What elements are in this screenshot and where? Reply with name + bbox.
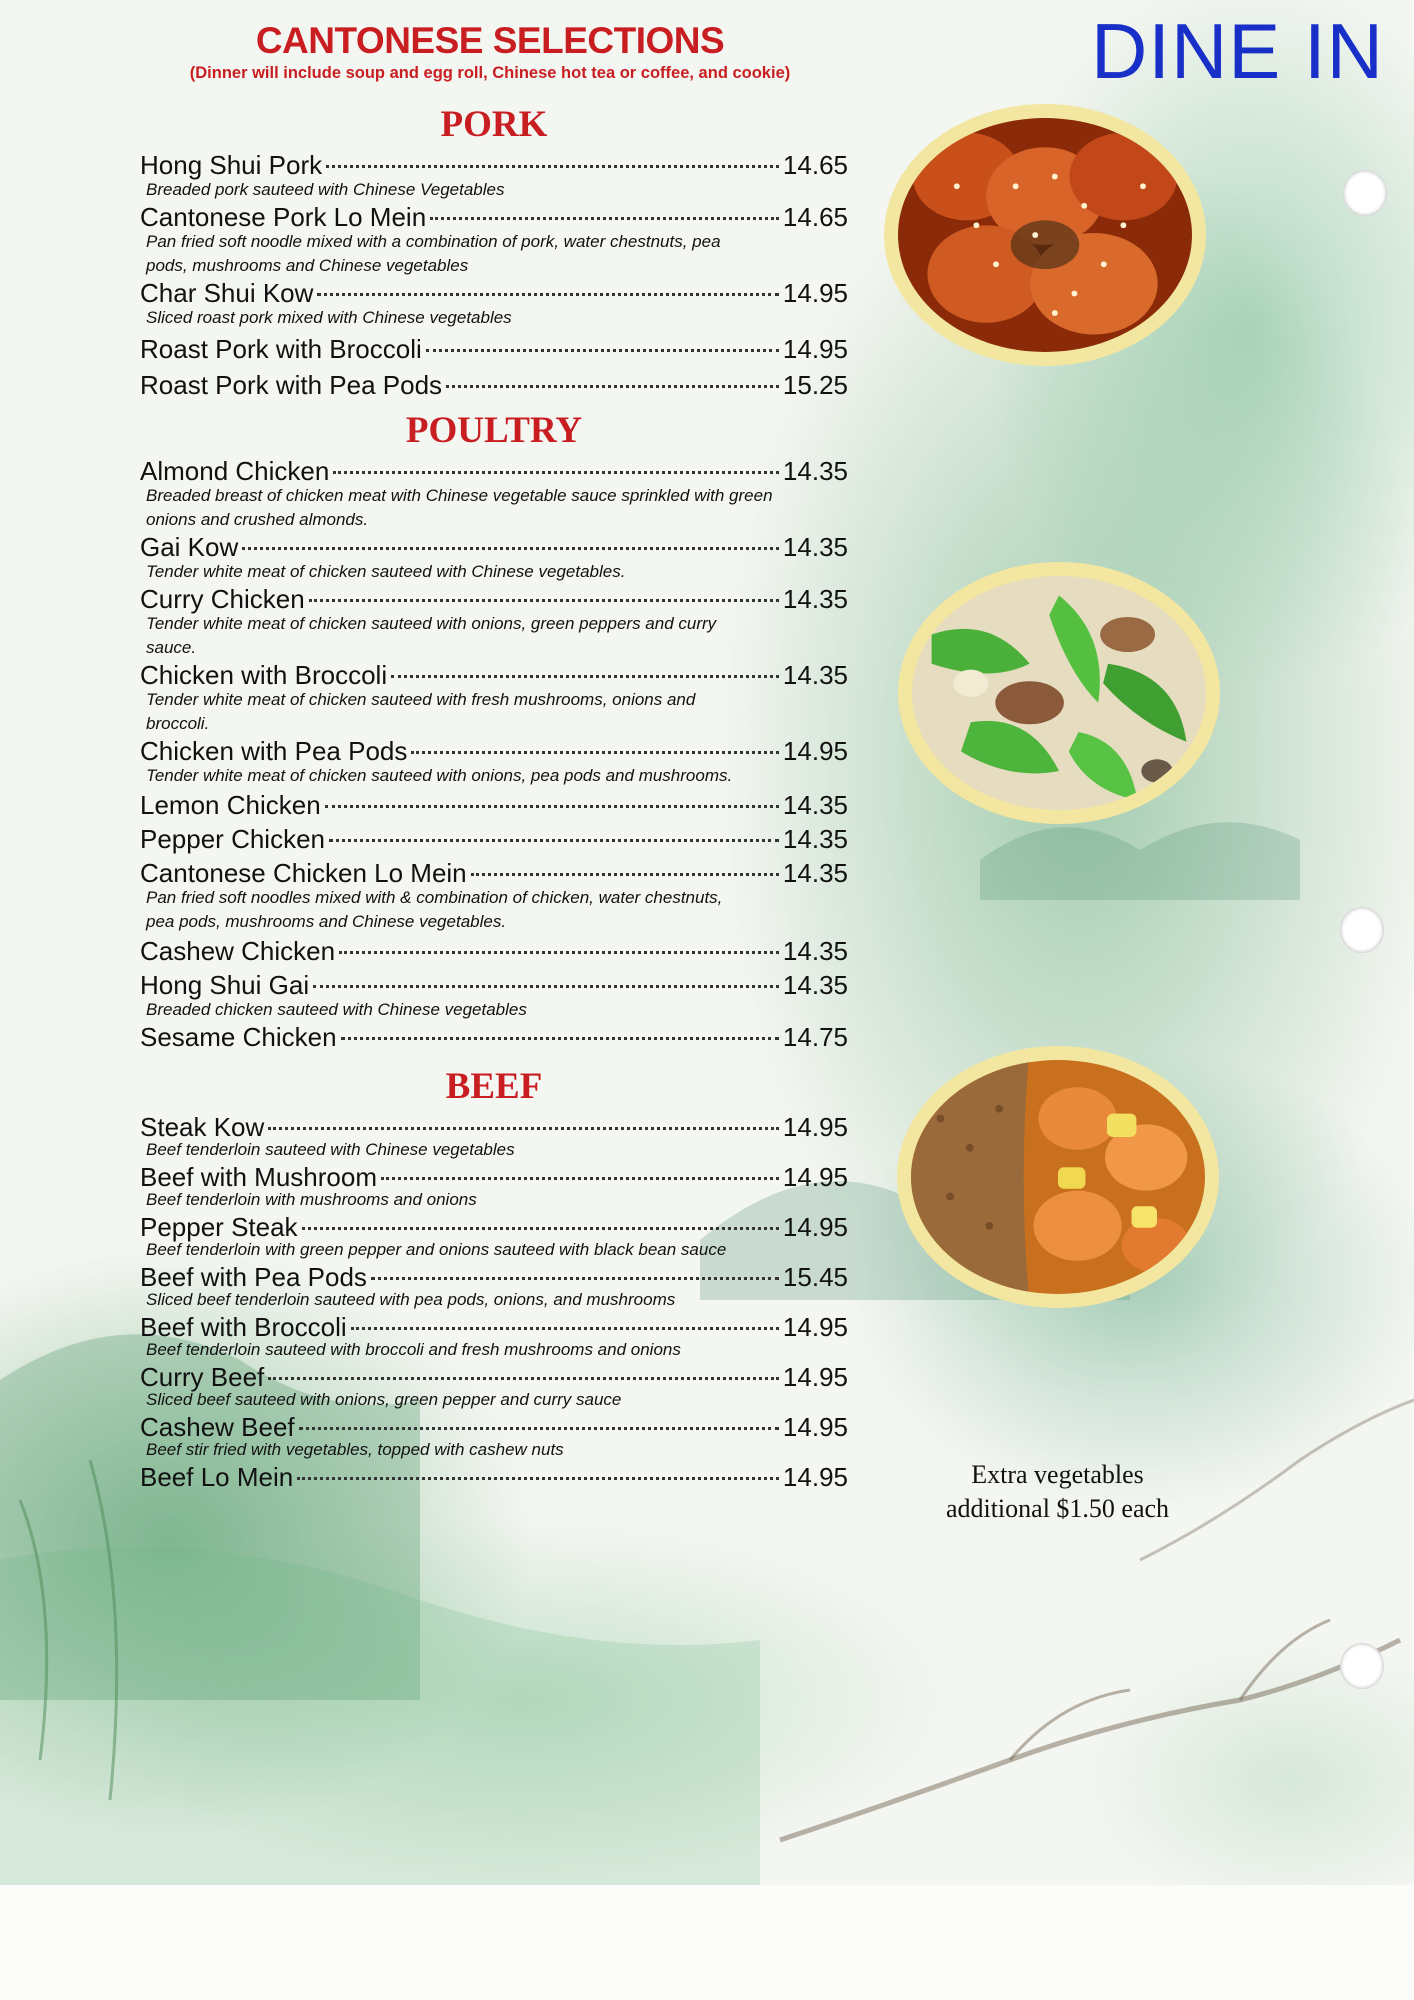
leader-dots <box>411 751 779 754</box>
item-description: Pan fried soft noodle mixed with a combination of pork, water chestnuts, pea pods, mushrooms and Chinese vegetables <box>146 232 721 275</box>
leader-dots <box>302 1227 779 1230</box>
item-name: Char Shui Kow <box>140 278 314 308</box>
item-description: Tender white meat of chicken sauteed with fresh mushrooms, onions and broccoli. <box>146 690 696 733</box>
item-description: Tender white meat of chicken sauteed with onions, pea pods and mushrooms. <box>146 766 733 785</box>
leader-dots <box>299 1427 779 1430</box>
menu-item[interactable] <box>140 1312 848 1362</box>
note-line-1: Extra vegetables <box>971 1460 1144 1489</box>
item-name: Roast Pork with Broccoli <box>140 334 422 364</box>
item-name: Hong Shui Pork <box>140 150 323 180</box>
chicken-pea-pods-photo <box>898 562 1220 824</box>
item-description: Beef tenderloin with green pepper and onions sauteed with black bean sauce <box>146 1240 727 1259</box>
leader-dots <box>326 165 779 168</box>
item-description: Beef tenderloin sauteed with broccoli and fresh mushrooms and onions <box>146 1340 681 1359</box>
item-description: Breaded pork sauteed with Chinese Vegetables <box>146 180 505 199</box>
item-price: 14.35 <box>782 584 848 614</box>
item-name: Lemon Chicken <box>140 790 321 820</box>
leader-dots <box>242 547 779 550</box>
item-price: 14.75 <box>782 1022 848 1052</box>
item-name: Almond Chicken <box>140 456 330 486</box>
item-name: Chicken with Pea Pods <box>140 736 408 766</box>
item-price: 15.45 <box>782 1262 848 1292</box>
item-name: Pepper Steak <box>140 1212 298 1242</box>
sweet-sour-chicken-with-fried-rice-photo <box>897 1046 1219 1308</box>
item-description: Breaded breast of chicken meat with Chinese vegetable sauce sprinkled with green onions and crushed almonds. <box>146 486 773 529</box>
item-price: 14.35 <box>782 790 848 820</box>
extra-vegetables-note <box>910 1458 1205 1526</box>
item-price: 14.95 <box>782 1212 848 1242</box>
item-name: Pepper Chicken <box>140 824 325 854</box>
menu-item[interactable] <box>140 1362 848 1412</box>
leader-dots <box>446 385 779 388</box>
item-name: Beef Lo Mein <box>140 1462 294 1492</box>
item-name: Gai Kow <box>140 532 239 562</box>
menu-item[interactable] <box>140 824 848 854</box>
section-heading-poultry: POULTRY <box>405 410 583 451</box>
leader-dots <box>391 675 779 678</box>
item-price: 14.95 <box>782 278 848 308</box>
menu-item[interactable] <box>140 660 848 736</box>
item-description: Pan fried soft noodles mixed with & combination of chicken, water chestnuts, pea pods, mushrooms and Chinese vegetables. <box>146 888 723 931</box>
leader-dots <box>329 839 779 842</box>
item-name: Cantonese Chicken Lo Mein <box>140 858 467 888</box>
item-name: Beef with Mushroom <box>140 1162 377 1192</box>
item-price: 14.35 <box>782 660 848 690</box>
leader-dots <box>309 599 779 602</box>
leader-dots <box>381 1177 779 1180</box>
item-price: 14.35 <box>782 858 848 888</box>
menu-item[interactable] <box>140 790 848 820</box>
section-pork <box>140 100 848 400</box>
menu-item[interactable] <box>140 278 848 330</box>
item-description: Beef tenderloin sauteed with Chinese vegetables <box>146 1140 515 1159</box>
item-price: 14.35 <box>782 970 848 1000</box>
menu-item[interactable] <box>140 1112 848 1162</box>
leader-dots <box>268 1127 779 1130</box>
menu-item[interactable] <box>140 1412 848 1462</box>
item-name: Beef with Pea Pods <box>140 1262 367 1292</box>
leader-dots <box>351 1327 779 1330</box>
item-price: 14.65 <box>782 150 848 180</box>
leader-dots <box>371 1277 779 1280</box>
page-bottom-margin <box>0 1885 1414 2000</box>
item-description: Sliced beef tenderloin sauteed with pea pods, onions, and mushrooms <box>146 1290 676 1309</box>
menu-column <box>140 100 848 1492</box>
item-price: 14.35 <box>782 456 848 486</box>
item-name: Cashew Chicken <box>140 936 336 966</box>
leader-dots <box>297 1477 779 1480</box>
section-beef <box>140 1062 848 1492</box>
binder-hole-bottom <box>1340 1643 1384 1689</box>
leader-dots <box>268 1377 779 1380</box>
item-name: Cantonese Pork Lo Mein <box>140 202 427 232</box>
menu-item[interactable] <box>140 584 848 660</box>
binder-hole-middle <box>1340 907 1384 953</box>
leader-dots <box>325 805 779 808</box>
menu-item[interactable] <box>140 334 848 364</box>
leader-dots <box>341 1037 779 1040</box>
page-subtitle: (Dinner will include soup and egg roll, Chinese hot tea or coffee, and cookie) <box>189 64 791 82</box>
item-price: 14.95 <box>782 1162 848 1192</box>
item-name: Beef with Broccoli <box>140 1312 347 1342</box>
item-price: 14.65 <box>782 202 848 232</box>
item-name: Hong Shui Gai <box>140 970 310 1000</box>
menu-item[interactable] <box>140 1162 848 1212</box>
leader-dots <box>339 951 779 954</box>
item-description: Tender white meat of chicken sauteed with onions, green peppers and curry sauce. <box>146 614 717 657</box>
section-heading-pork: PORK <box>440 104 548 145</box>
section-heading-beef: BEEF <box>445 1066 543 1107</box>
item-name: Chicken with Broccoli <box>140 660 388 690</box>
item-description: Beef stir fried with vegetables, topped with cashew nuts <box>146 1440 564 1459</box>
dine-in-label: DINE IN <box>1090 7 1384 95</box>
sesame-chicken-photo <box>884 104 1206 366</box>
menu-item[interactable] <box>140 936 848 966</box>
item-price: 14.95 <box>782 1112 848 1142</box>
menu-item[interactable] <box>140 1212 848 1262</box>
item-description: Tender white meat of chicken sauteed with Chinese vegetables. <box>146 562 626 581</box>
item-price: 14.35 <box>782 824 848 854</box>
menu-item[interactable] <box>140 370 848 400</box>
item-price: 14.95 <box>782 1412 848 1442</box>
menu-item[interactable] <box>140 858 848 934</box>
item-name: Curry Beef <box>140 1362 265 1392</box>
item-description: Breaded chicken sauteed with Chinese vegetables <box>146 1000 527 1019</box>
item-name: Cashew Beef <box>140 1412 295 1442</box>
leader-dots <box>471 873 779 876</box>
item-price: 14.95 <box>782 736 848 766</box>
leader-dots <box>313 985 779 988</box>
menu-item[interactable] <box>140 1262 848 1312</box>
item-description: Sliced roast pork mixed with Chinese vegetables <box>146 308 512 327</box>
item-price: 14.95 <box>782 1362 848 1392</box>
menu-item[interactable] <box>140 532 848 584</box>
menu-item[interactable] <box>140 150 848 202</box>
item-price: 14.35 <box>782 936 848 966</box>
item-price: 14.35 <box>782 532 848 562</box>
item-description: Beef tenderloin with mushrooms and onions <box>146 1190 477 1209</box>
item-name: Roast Pork with Pea Pods <box>140 370 443 400</box>
note-line-2: additional $1.50 each <box>945 1494 1170 1523</box>
binder-hole-top <box>1343 170 1387 216</box>
item-name: Curry Chicken <box>140 584 305 614</box>
leader-dots <box>333 471 779 474</box>
page-title: CANTONESE SELECTIONS <box>255 20 725 61</box>
menu-item[interactable] <box>140 1022 848 1052</box>
menu-item[interactable] <box>140 456 848 532</box>
item-price: 14.95 <box>782 334 848 364</box>
item-price: 14.95 <box>782 1462 848 1492</box>
leader-dots <box>426 349 779 352</box>
menu-item[interactable] <box>140 736 848 788</box>
menu-item[interactable] <box>140 1462 848 1492</box>
leader-dots <box>430 217 779 220</box>
item-price: 14.95 <box>782 1312 848 1342</box>
item-name: Steak Kow <box>140 1112 265 1142</box>
item-price: 15.25 <box>782 370 848 400</box>
menu-item[interactable] <box>140 970 848 1022</box>
menu-item[interactable] <box>140 202 848 278</box>
leader-dots <box>317 293 779 296</box>
item-description: Sliced beef sauteed with onions, green pepper and curry sauce <box>146 1390 622 1409</box>
section-poultry <box>140 406 848 1052</box>
item-name: Sesame Chicken <box>140 1022 337 1052</box>
